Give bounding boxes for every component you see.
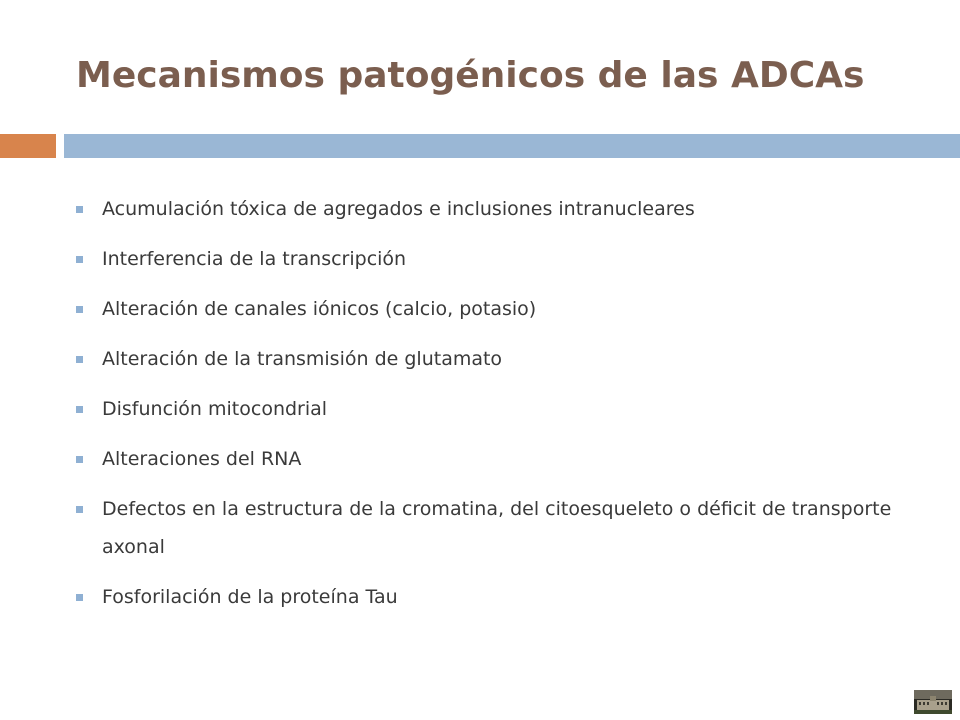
title-underline-bar — [64, 134, 960, 158]
square-bullet-icon — [76, 206, 83, 213]
bullet-item — [76, 490, 906, 566]
slide-title: Mecanismos patogénicos de las ADCAs — [76, 55, 865, 96]
square-bullet-icon — [76, 406, 83, 413]
bullet-item — [76, 190, 906, 228]
building-photo-icon — [914, 690, 952, 714]
square-bullet-icon — [76, 506, 83, 513]
square-bullet-icon — [76, 456, 83, 463]
bullet-item — [76, 290, 906, 328]
bullet-text: Alteraciones del RNA — [102, 448, 302, 470]
bullet-text: Defectos en la estructura de la cromatina, del citoesqueleto o déficit de transporte axonal — [102, 498, 892, 558]
accent-bar — [0, 134, 56, 158]
bullet-item — [76, 240, 906, 278]
bullet-list — [76, 190, 906, 628]
bullet-text: Interferencia de la transcripción — [102, 248, 407, 270]
bullet-text: Disfunción mitocondrial — [102, 398, 328, 420]
bullet-item — [76, 340, 906, 378]
square-bullet-icon — [76, 256, 83, 263]
square-bullet-icon — [76, 306, 83, 313]
bullet-item — [76, 440, 906, 478]
bullet-text: Fosforilación de la proteína Tau — [102, 586, 398, 608]
square-bullet-icon — [76, 594, 83, 601]
bullet-text: Alteración de la transmisión de glutamato — [102, 348, 503, 370]
bullet-item — [76, 390, 906, 428]
bullet-text: Alteración de canales iónicos (calcio, potasio) — [102, 298, 537, 320]
square-bullet-icon — [76, 356, 83, 363]
bullet-text: Acumulación tóxica de agregados e inclusiones intranucleares — [102, 198, 695, 220]
bullet-item — [76, 578, 906, 616]
